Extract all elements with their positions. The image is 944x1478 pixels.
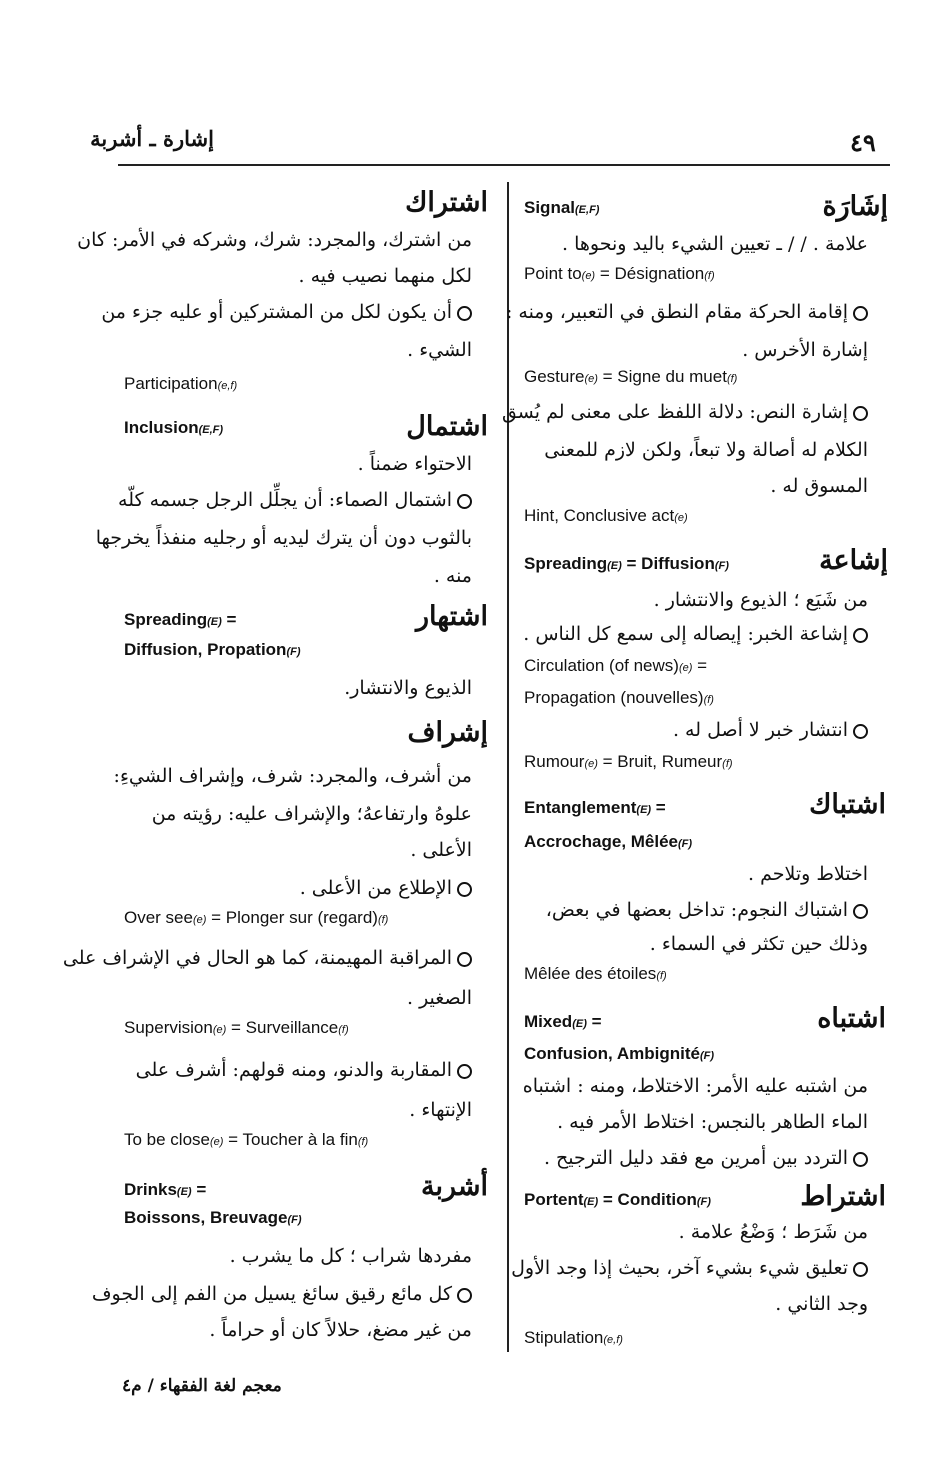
sense-line: تعليق شيء بشيء آخر، بحيث إذا وجد الأول: [511, 1248, 868, 1288]
translation: Signal(E,F): [524, 198, 600, 217]
sense-line: إشارة النص: دلالة اللفظ على معنى لم يُسق: [502, 392, 868, 432]
sense-line: الكلام له أصالة ولا تبعاً، ولكن لازم للمعنى: [544, 439, 868, 461]
headword: اشتراك: [405, 187, 488, 218]
sense-line: من غير مضغ، حلالاً كان أو حراماً .: [209, 1319, 472, 1341]
sense-line: الصغير .: [406, 987, 472, 1009]
translation: Point to(e) = Désignation(f): [524, 264, 715, 283]
circle-bullet-icon: [457, 1288, 472, 1303]
translation: Supervision(e) = Surveillance(f): [124, 1018, 349, 1037]
translation: Diffusion, Propation(F): [124, 640, 301, 659]
circle-bullet-icon: [853, 306, 868, 321]
definition-line: من شَرَط ؛ وَضْعُ علامة .: [678, 1221, 868, 1243]
headword: إشَارَة: [822, 191, 888, 222]
translation: To be close(e) = Toucher à la fin(f): [124, 1130, 369, 1149]
translation: Spreading(E) = Diffusion(F): [524, 554, 729, 573]
definition-line: علامة . / / ـ تعيين الشيء باليد ونحوها .: [562, 233, 868, 255]
sense-line: اشتمال الصماء: أن يجلِّل الرجل جسمه كلّه: [118, 480, 472, 520]
translation: Over see(e) = Plonger sur (regard)(f): [124, 908, 389, 927]
headword: إشاعة: [819, 545, 888, 576]
circle-bullet-icon: [853, 724, 868, 739]
footer-text: معجم لغة الفقهاء / م٤: [122, 1376, 282, 1396]
translation: Circulation (of news)(e) =: [524, 656, 708, 675]
sense-line: إشارة الأخرس .: [742, 339, 868, 361]
sense-line: أن يكون لكل من المشتركين أو عليه جزء من: [101, 292, 472, 332]
translation: Entanglement(E) =: [524, 798, 666, 817]
sense-line: الشيء .: [407, 339, 472, 361]
sense-line: الإنتهاء .: [409, 1099, 472, 1121]
circle-bullet-icon: [457, 494, 472, 509]
definition-line: الأعلى .: [410, 839, 472, 861]
sense-line: إشاعة الخبر: إيصاله إلى سمع كل الناس .: [523, 614, 868, 654]
sense-line: إقامة الحركة مقام النطق في التعبير، ومنه :: [506, 292, 868, 332]
sense-line: منه .: [433, 565, 472, 587]
translation: Mêlée des étoiles(f): [524, 964, 667, 983]
sense-line: وذلك حين تكثر في السماء .: [649, 933, 868, 955]
headword: اشتباك: [809, 789, 886, 820]
sense-line: بالثوب دون أن يترك ليديه أو رجليه منفذاً يخرجها: [95, 527, 472, 549]
translation: Participation(e,f): [124, 374, 238, 393]
page-number: ٤٩: [850, 128, 876, 157]
circle-bullet-icon: [457, 882, 472, 897]
translation: Portent(E) = Condition(F): [524, 1190, 711, 1209]
circle-bullet-icon: [853, 904, 868, 919]
translation: Confusion, Ambignité(F): [524, 1044, 715, 1063]
running-title: إشارة ـ أشربة: [90, 126, 214, 151]
definition-line: من اشتبه عليه الأمر: الاختلاط، ومنه : اشتباه: [522, 1075, 868, 1097]
sense-line: المسوق له .: [770, 475, 868, 497]
translation: Rumour(e) = Bruit, Rumeur(f): [524, 752, 733, 771]
translation: Inclusion(E,F): [124, 418, 224, 437]
sense-line: انتشار خبر لا أصل له .: [673, 710, 868, 750]
headword: اشتراط: [800, 1181, 886, 1212]
header-rule: [118, 164, 890, 166]
definition-line: علوهُ وارتفاعهُ؛ والإشراف عليه: رؤيته من: [151, 803, 472, 825]
headword: إشراف: [407, 717, 488, 748]
translation: Mixed(E) =: [524, 1012, 602, 1031]
circle-bullet-icon: [853, 406, 868, 421]
sense-line: المراقبة المهيمنة، كما هو الحال في الإشراف على: [63, 938, 472, 978]
definition-line: من اشترك، والمجرد: شرك، وشركه في الأمر: كان: [77, 229, 472, 251]
sense-line: الإطلاع من الأعلى .: [300, 868, 472, 908]
sense-line: اشتباك النجوم: تداخل بعضها في بعض،: [546, 890, 868, 930]
definition-line: من شَيَع ؛ الذيوع والانتشار .: [653, 589, 868, 611]
translation: Gesture(e) = Signe du muet(f): [524, 367, 738, 386]
circle-bullet-icon: [457, 1064, 472, 1079]
headword: اشتهار: [416, 601, 488, 632]
headword: اشتباه: [817, 1003, 886, 1034]
translation: Propagation (nouvelles)(f): [524, 688, 714, 707]
definition-line: من أشرف، والمجرد: شرف، وإشراف الشيءِ:: [113, 765, 472, 787]
circle-bullet-icon: [457, 306, 472, 321]
circle-bullet-icon: [853, 1262, 868, 1277]
definition-line: الماء الطاهر بالنجس: اختلاط الأمر فيه .: [557, 1111, 868, 1133]
sense-line: كل مائع رقيق سائغ يسيل من الفم إلى الجوف: [92, 1274, 472, 1314]
translation: Hint, Conclusive act(e): [524, 506, 688, 525]
definition-line: مفردها شراب ؛ كل ما يشرب .: [229, 1245, 472, 1267]
sense-line: المقاربة والدنو، ومنه قولهم: أشرف على: [136, 1050, 472, 1090]
circle-bullet-icon: [853, 1152, 868, 1167]
definition-line: لكل منهما نصيب فيه .: [298, 265, 472, 287]
headword: اشتمال: [406, 411, 488, 442]
translation: Boissons, Breuvage(F): [124, 1208, 302, 1227]
definition-line: الاحتواء ضمناً .: [357, 453, 472, 475]
translation: Drinks(E) =: [124, 1180, 207, 1199]
definition-line: الذيوع والانتشار.: [344, 677, 472, 699]
column-divider: [507, 182, 509, 1352]
translation: Accrochage, Mêlée(F): [524, 832, 693, 851]
translation: Spreading(E) =: [124, 610, 237, 629]
definition-line: اختلاط وتلاحم .: [748, 863, 868, 885]
sense-line: التردد بين أمرين مع فقد دليل الترجيح .: [544, 1138, 868, 1178]
circle-bullet-icon: [457, 952, 472, 967]
sense-line: وجد الثاني .: [775, 1293, 868, 1315]
translation: Stipulation(e,f): [524, 1328, 623, 1347]
circle-bullet-icon: [853, 628, 868, 643]
headword: أشربة: [420, 1171, 488, 1202]
